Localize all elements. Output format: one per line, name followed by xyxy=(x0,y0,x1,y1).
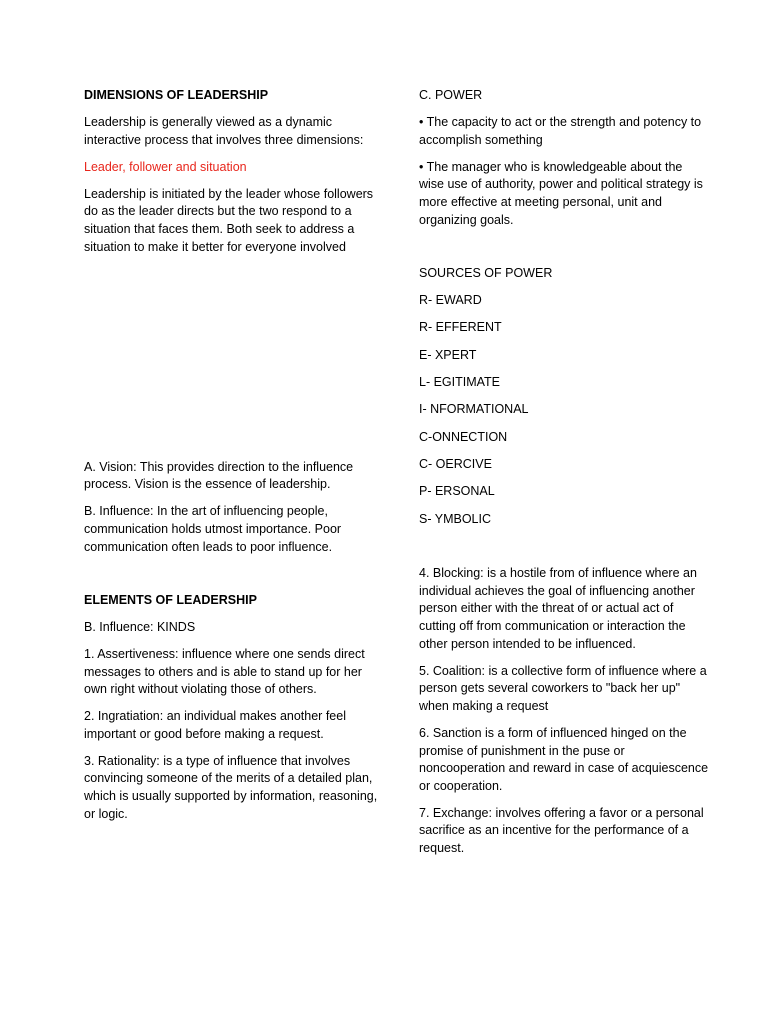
dimensions-list: Leader, follower and situation xyxy=(84,159,247,174)
source-item: L- EGITIMATE xyxy=(419,374,501,389)
left-column xyxy=(84,87,379,833)
spacer xyxy=(419,538,709,565)
source-item: S- YMBOLIC xyxy=(419,511,492,526)
power-heading: C. POWER xyxy=(419,88,483,102)
dimensions-intro: Leadership is generally viewed as a dynamic interactive process that involves three dimensions: xyxy=(84,115,364,147)
sources-heading: SOURCES OF POWER xyxy=(419,265,553,280)
kind-item: 1. Assertiveness: influence where one sends direct messages to others and is able to stand up for her own right without violating those of others. xyxy=(84,646,365,697)
dimensions-heading: DIMENSIONS OF LEADERSHIP xyxy=(84,88,269,102)
dimensions-body: Leadership is initiated by the leader whose followers do as the leader directs but the two respond to a situation that faces them. Both seek to address a situation to make it better for everyone involved xyxy=(84,186,374,254)
kind-item: 7. Exchange: involves offering a favor or a personal sacrifice as an incentive for the performance of a request. xyxy=(419,805,704,856)
kinds-title: B. Influence: KINDS xyxy=(84,619,196,634)
kind-item: 3. Rationality: is a type of influence that involves convincing someone of the merits of a detailed plan, which is usually supported by information, reasoning, or logic. xyxy=(84,753,378,821)
power-bullet: • The manager who is knowledgeable about the wise use of authority, power and political strategy is more effective at meeting personal, unit and organizing goals. xyxy=(419,159,703,227)
vision-paragraph: A. Vision: This provides direction to the influence process. Vision is the essence of leadership. xyxy=(84,459,354,492)
right-column xyxy=(419,87,709,867)
source-item: R- EFFERENT xyxy=(419,320,502,335)
source-item: I- NFORMATIONAL xyxy=(419,402,529,417)
source-item: P- ERSONAL xyxy=(419,484,495,499)
spacer xyxy=(419,239,709,265)
power-bullet: • The capacity to act or the strength and potency to accomplish something xyxy=(419,115,702,147)
influence-paragraph: B. Influence: In the art of influencing people, communication holds utmost importance. Poor communication often leads to poor influence. xyxy=(84,504,342,554)
source-item: C-ONNECTION xyxy=(419,429,508,444)
kind-item: 6. Sanction is a form of influenced hinged on the promise of punishment in the puse or noncooperation and reward in case of acquiescence or cooperation. xyxy=(419,726,709,793)
kind-item: 2. Ingratiation: an individual makes another feel important or good before making a request. xyxy=(84,709,346,741)
kind-item: 4. Blocking: is a hostile from of influence where an individual achieves the goal of influencing another person either with the threat of or actual act of cutting off from communication or interaction the other person intended to be influenced. xyxy=(419,566,697,651)
source-item: E- XPERT xyxy=(419,347,477,362)
spacer xyxy=(84,566,379,592)
source-item: C- OERCIVE xyxy=(419,457,492,472)
spacer xyxy=(84,266,379,459)
elements-heading: ELEMENTS OF LEADERSHIP xyxy=(84,592,257,607)
kind-item: 5. Coalition: is a collective form of influence where a person gets several coworkers to "back her up" when making a request xyxy=(419,663,707,713)
source-item: R- EWARD xyxy=(419,292,482,307)
